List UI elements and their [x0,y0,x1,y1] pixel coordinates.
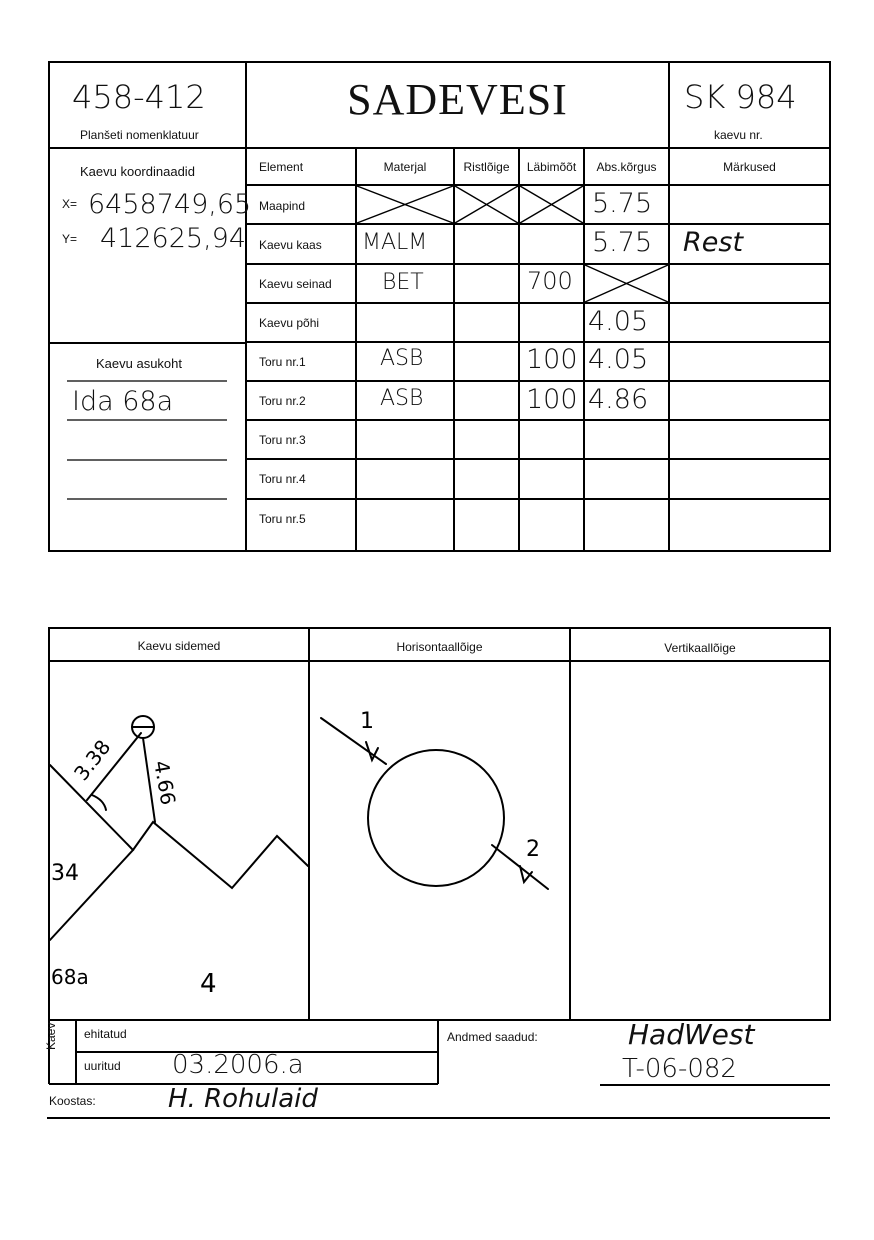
tie-distance-1: 3.38 [69,735,116,786]
row-element-maapind: Maapind [259,199,306,213]
column-header-labimoot: Läbimõõt [526,160,577,174]
row-materjal-toru-2: ASB [380,386,424,411]
row-abs-kaevu-pohi: 4.05 [588,306,649,337]
surveyed-value: 03.2006.a [172,1050,304,1080]
ties-panel-title: Kaevu sidemed [137,639,221,653]
data-source-value: HadWest [628,1018,755,1051]
column-header-element: Element [259,160,304,174]
tie-distance-2: 4.66 [149,758,181,807]
location-label: Kaevu asukoht [96,356,183,371]
x-coordinate-value: 6458749,65 [88,189,252,220]
row-element-toru-1: Toru nr.1 [259,355,306,369]
row-element-kaevu-kaas: Kaevu kaas [259,238,322,252]
row-abs-toru-1: 4.05 [588,344,649,375]
built-label: ehitatud [84,1027,127,1041]
column-header-ristloige: Ristlõige [463,160,510,174]
vertical-section-title: Vertikaallõige [664,641,736,655]
horizontal-section-title: Horisontaallõige [396,640,483,654]
page-title: SADEVESI [347,75,568,124]
plan-number-label: Planšeti nomenklatuur [80,128,199,142]
row-labimoot-toru-2: 100 [526,384,578,415]
plan-number-value: 458-412 [72,78,206,116]
column-header-markused: Märkused [723,160,776,174]
coordinates-label: Kaevu koordinaadid [80,164,195,179]
row-materjal-toru-1: ASB [380,346,424,371]
row-abs-maapind: 5.75 [592,188,653,219]
row-materjal-kaevu-kaas: MALM [362,230,428,255]
well-outline-circle [368,750,504,886]
row-element-kaevu-seinad: Kaevu seinad [259,277,332,291]
row-labimoot-toru-1: 100 [526,344,578,375]
building-label-1: 34 [51,861,79,886]
data-received-label: Andmed saadud: [447,1030,538,1044]
surveyed-label: uuritud [84,1059,121,1073]
row-element-toru-3: Toru nr.3 [259,433,306,447]
compiled-label: Koostas: [49,1094,96,1108]
location-value: Ida 68a [72,386,174,417]
column-header-abs-korgus: Abs.kõrgus [596,160,657,174]
column-header-materjal: Materjal [383,160,427,174]
data-code-value: T-06-082 [622,1054,737,1084]
row-abs-kaevu-kaas: 5.75 [592,227,653,258]
row-element-toru-5: Toru nr.5 [259,512,306,526]
row-labimoot-kaevu-seinad: 700 [527,267,573,295]
well-number-label: kaevu nr. [714,128,763,142]
row-markused-kaevu-kaas: Rest [683,227,744,258]
well-number-value: SK 984 [684,78,797,116]
x-coordinate-label: X= [62,197,78,211]
y-coordinate-label: Y= [62,232,78,246]
well-label: Kaev [44,1022,58,1050]
row-element-toru-4: Toru nr.4 [259,472,306,486]
building-label-3: 4 [200,969,217,999]
row-element-toru-2: Toru nr.2 [259,394,306,408]
compiled-value: H. Rohulaid [168,1084,318,1114]
row-element-kaevu-pohi: Kaevu põhi [259,316,320,330]
row-abs-toru-2: 4.86 [588,384,649,415]
pipe-label-2: 2 [526,837,540,862]
row-materjal-kaevu-seinad: BET [382,270,424,295]
y-coordinate-value: 412625,94 [100,223,247,254]
pipe-label-1: 1 [360,709,374,734]
building-label-2: 68a [51,965,89,989]
